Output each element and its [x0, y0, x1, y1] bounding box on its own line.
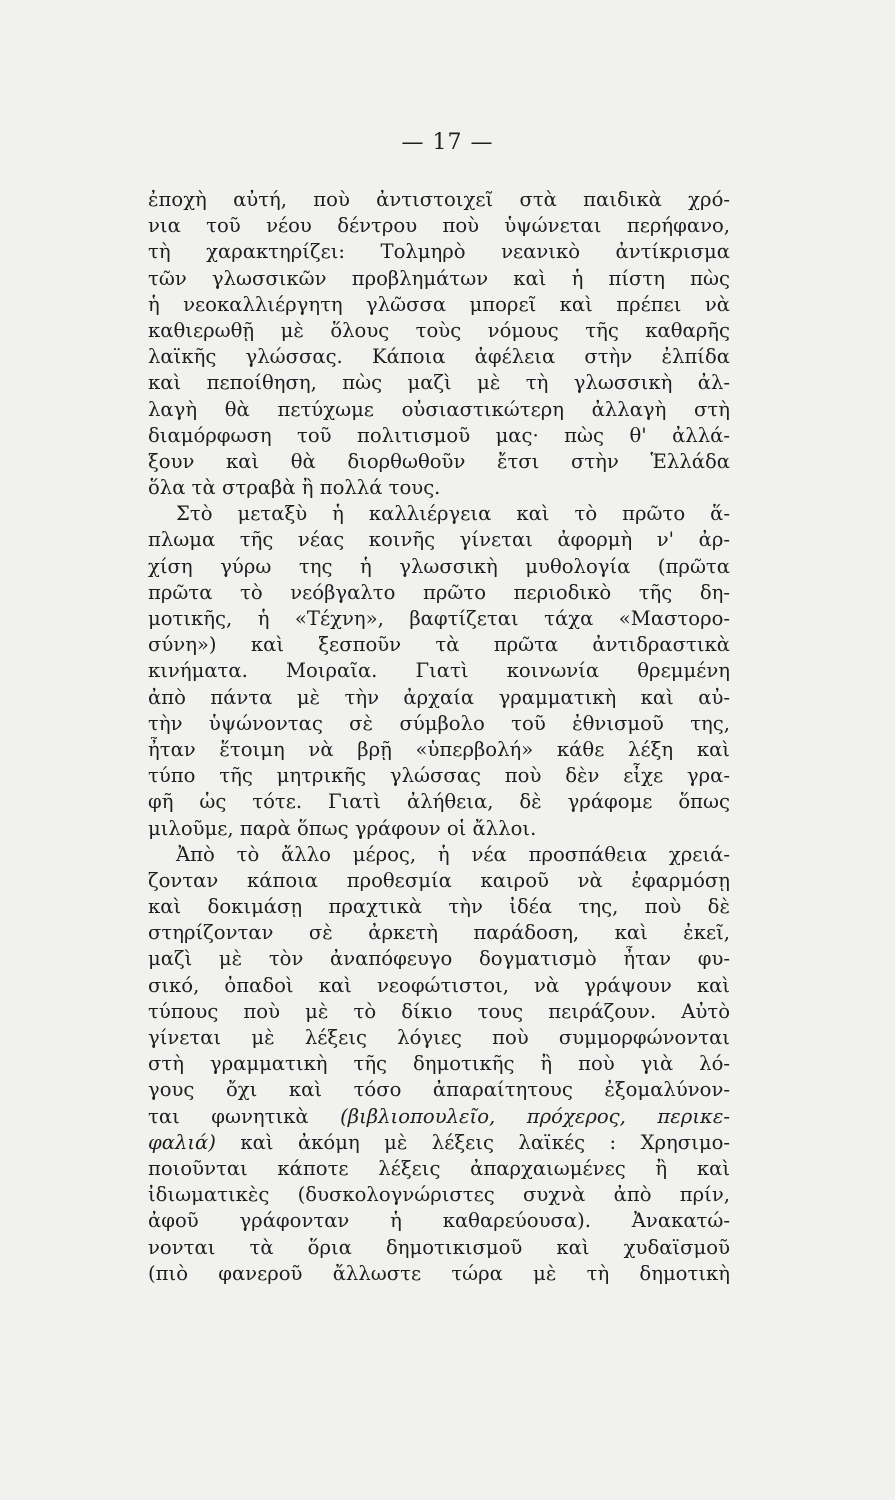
text-line: σύνη») καὶ ξεσποῦν τὰ πρῶτα ἀντιδραστικὰ [148, 633, 730, 657]
text-line: τὴν ὑψώνοντας σὲ σύμβολο τοῦ ἐθνισμοῦ της, [148, 711, 730, 735]
text-line: ὅλα τὰ στραβὰ ἢ πολλά τους. [148, 476, 441, 500]
text-line: ξουν καὶ θὰ διορθωθοῦν ἔτσι στὴν Ἑλλάδα [148, 449, 730, 473]
line-text: καὶ ἀκόμη μὲ λέξεις λαϊκές : Χρησιμο- [215, 1130, 730, 1154]
text-line: τύπο τῆς μητρικῆς γλώσσας ποὺ δὲν εἶχε γρα- [148, 764, 730, 788]
italic-text: φαλιά) [148, 1130, 216, 1154]
text-line: λαϊκῆς γλώσσας. Κάποια ἀφέλεια στὴν ἐλπίδα [148, 345, 730, 369]
text-line: ἡ νεοκαλλιέργητη γλῶσσα μπορεῖ καὶ πρέπει νὰ [148, 292, 730, 316]
text-line: ἰδιωματικὲς (δυσκολογνώριστες συχνὰ ἀπὸ πρίν, [148, 1183, 730, 1207]
page-number: — 17 — [401, 130, 494, 155]
text-line: χίση γύρω της ἡ γλωσσικὴ μυθολογία (πρῶτα [148, 554, 730, 578]
text-line: νονται τὰ ὅρια δημοτικισμοῦ καὶ χυδαϊσμοῦ [148, 1235, 730, 1259]
text-line: ἐποχὴ αὐτή, ποὺ ἀντιστοιχεῖ στὰ παιδικὰ χρό- [148, 188, 730, 211]
text-line: στηρίζονταν σὲ ἀρκετὴ παράδοση, καὶ ἐκεῖ, [148, 921, 730, 945]
text-line: γίνεται μὲ λέξεις λόγιες ποὺ συμμορφώνονται [148, 1026, 730, 1049]
text-line: νια τοῦ νέου δέντρου ποὺ ὑψώνεται περήφανο, [148, 214, 730, 238]
text-line: τῶν γλωσσικῶν προβλημάτων καὶ ἡ πίστη πὼς [148, 266, 730, 290]
text-line: πλωμα τῆς νέας κοινῆς γίνεται ἀφορμὴ ν' ἀρ- [148, 528, 730, 552]
text-line: Στὸ μεταξὺ ἡ καλλιέργεια καὶ τὸ πρῶτο ἅ- [176, 502, 730, 526]
text-line: φῆ ὡς τότε. Γιατὶ ἀλήθεια, δὲ γράφομε ὅπως [148, 790, 730, 814]
text-line: καθιερωθῇ μὲ ὅλους τοὺς νόμους τῆς καθαρῆς [148, 318, 730, 342]
text-line [148, 1104, 730, 1130]
text-line: μιλοῦμε, παρὰ ὅπως γράφουν οἱ ἄλλοι. [148, 816, 537, 840]
text-line: ἀπὸ πάντα μὲ τὴν ἀρχαία γραμματικὴ καὶ αὐ- [148, 685, 730, 709]
text-line: ἀφοῦ γράφονταν ἡ καθαρεύουσα). Ἀνακατώ- [148, 1209, 730, 1233]
text-line: λαγὴ θὰ πετύχωμε οὐσιαστικώτερη ἀλλαγὴ στὴ [148, 397, 730, 421]
text-line: καὶ πεποίθηση, πὼς μαζὶ μὲ τὴ γλωσσικὴ ἀλ- [148, 371, 730, 395]
text-line: καὶ δοκιμάσῃ πραχτικὰ τὴν ἰδέα της, ποὺ δὲ [148, 895, 730, 919]
italic-text: (βιβλιοπουλεῖο, πρόχερος, περικε- [340, 1104, 730, 1128]
text-line: ποιοῦνται κάποτε λέξεις ἀπαρχαιωμένες ἢ καὶ [148, 1156, 730, 1180]
text-line: σικό, ὀπαδοὶ καὶ νεοφώτιστοι, νὰ γράψουν καὶ [148, 973, 730, 997]
text-line: τύπους ποὺ μὲ τὸ δίκιο τους πειράζουν. Αὐτὸ [148, 999, 730, 1023]
text-line: μαζὶ μὲ τὸν ἀναπόφευγο δογματισμὸ ἦταν φυ- [148, 947, 730, 971]
text-line: μοτικῆς, ἡ «Τέχνη», βαφτίζεται τάχα «Μαστορο- [148, 607, 730, 630]
text-line: τὴ χαρακτηρίζει: Τολμηρὸ νεανικὸ ἀντίκρισμα [148, 240, 730, 264]
line-text: ται φωνητικὰ [148, 1104, 341, 1128]
text-line: κινήματα. Μοιραῖα. Γιατὶ κοινωνία θρεμμένη [148, 659, 730, 683]
text-line: διαμόρφωση τοῦ πολιτισμοῦ μας· πὼς θ' ἀλλά- [148, 423, 730, 447]
text-line: στὴ γραμματικὴ τῆς δημοτικῆς ἢ ποὺ γιὰ λό- [148, 1052, 730, 1076]
body-text [148, 187, 730, 1287]
text-line: Ἀπὸ τὸ ἄλλο μέρος, ἡ νέα προσπάθεια χρειά- [176, 842, 730, 866]
text-line: γους ὄχι καὶ τόσο ἀπαραίτητους ἐξομαλύνον- [148, 1078, 730, 1102]
text-line: ζονταν κάποια προθεσμία καιροῦ νὰ ἐφαρμόσῃ [148, 868, 730, 892]
text-line: (πιὸ φανεροῦ ἄλλωστε τώρα μὲ τὴ δημοτικὴ [148, 1261, 730, 1285]
text-line: ἦταν ἕτοιμη νὰ βρῇ «ὑπερβολή» κάθε λέξη καὶ [148, 737, 730, 761]
text-line [148, 1130, 730, 1156]
text-line: πρῶτα τὸ νεόβγαλτο πρῶτο περιοδικὸ τῆς δη- [148, 580, 730, 604]
